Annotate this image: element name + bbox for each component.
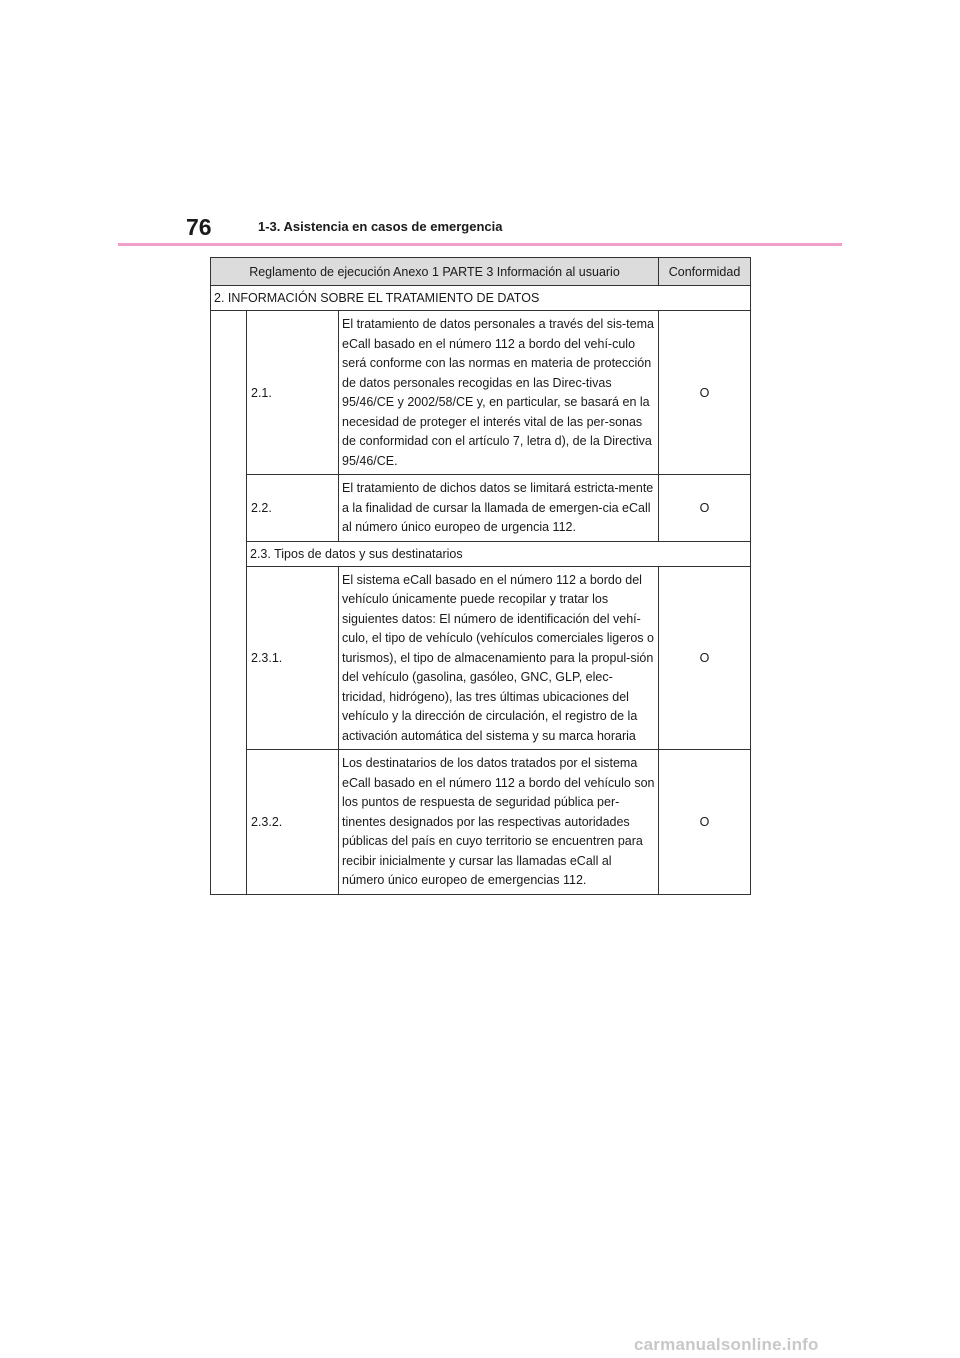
clause-number: 2.1. [247,311,339,475]
regulation-table [210,257,751,895]
subsection-row [211,541,751,566]
clause-number: 2.3.1. [247,566,339,750]
watermark-logo: carmanualsonline.info [634,1335,819,1354]
table-row [211,750,751,895]
section-heading-2: 2. INFORMACIÓN SOBRE EL TRATAMIENTO DE DATOS [211,286,751,311]
clause-text: El tratamiento de dichos datos se limitará estricta-mente a la finalidad de cursar la llamada de emergen-cia eCall al número único europeo de urgencia 112. [339,475,659,542]
indent-cell [211,311,247,895]
table-header-row [211,258,751,286]
conformity-value: O [659,566,751,750]
header-divider [118,243,842,246]
conformity-value: O [659,311,751,475]
clause-text: Los destinatarios de los datos tratados por el sistema eCall basado en el número 112 a bordo del vehículo son los puntos de respuesta de seguridad pública per-tinentes designados por las respectivas autoridades públicas del país en cuyo territorio se encuentren para recibir inicialmente y cursar las llamadas eCall al número único europeo de emergencias 112. [339,750,659,895]
section-row [211,286,751,311]
conformity-value: O [659,475,751,542]
table-row [211,311,751,475]
column-header-conformity: Conformidad [659,258,751,286]
clause-number: 2.2. [247,475,339,542]
conformity-value: O [659,750,751,895]
clause-text: El tratamiento de datos personales a través del sis-tema eCall basado en el número 112 a bordo del vehí-culo será conforme con las normas en materia de protección de datos personales recogidas en las Direc-tivas 95/46/CE y 2002/58/CE y, en particular, se basará en la necesidad de proteger el interés vital de las per-sonas de conformidad con el artículo 7, letra d), de la Directiva 95/46/CE. [339,311,659,475]
table-row [211,566,751,750]
clause-number: 2.3.2. [247,750,339,895]
section-title: 1-3. Asistencia en casos de emergencia [258,219,503,234]
table-row [211,475,751,542]
clause-text: El sistema eCall basado en el número 112 a bordo del vehículo únicamente puede recopilar y tratar los siguientes datos: El número de identificación del vehí-culo, el tipo de vehículo (vehículos comerciales ligeros o turismos), el tipo de almacenamiento para la propul-sión del vehículo (gasolina, gasóleo, GNC, GLP, elec-tricidad, hidrógeno), las tres últimas ubicaciones del vehículo y la dirección de circulación, el registro de la activación automática del sistema y su marca horaria [339,566,659,750]
column-header-regulation: Reglamento de ejecución Anexo 1 PARTE 3 Información al usuario [211,258,659,286]
page-number: 76 [186,214,212,240]
section-heading-2-3: 2.3. Tipos de datos y sus destinatarios [247,541,751,566]
